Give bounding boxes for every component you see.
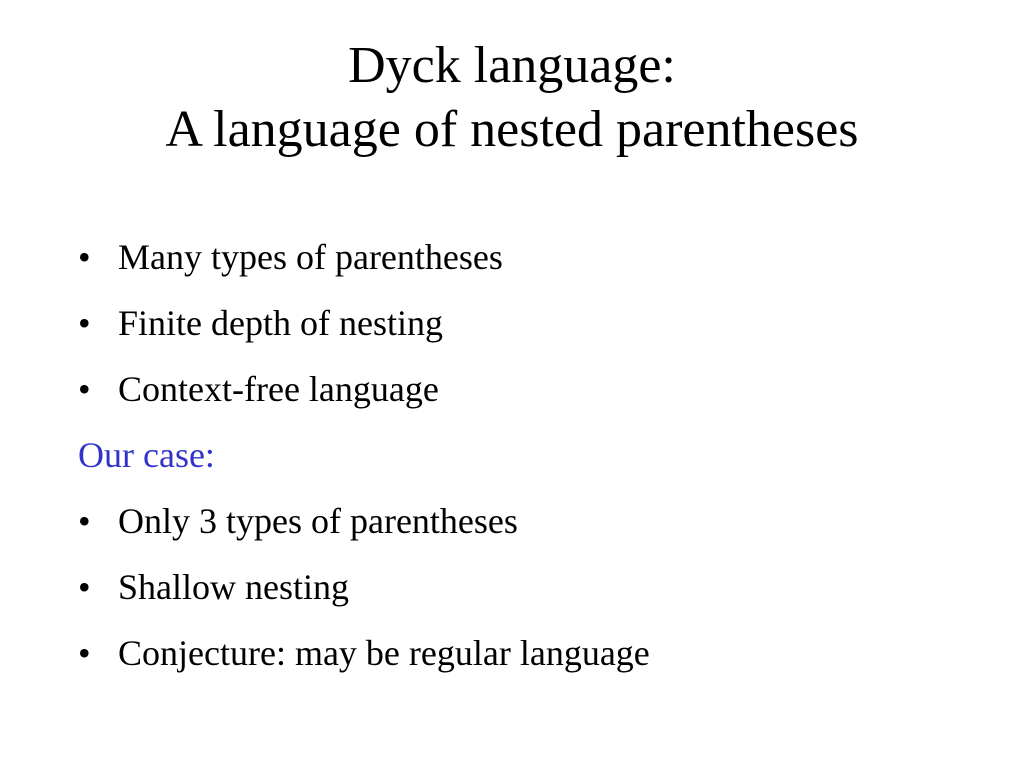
list-item-text: Shallow nesting bbox=[118, 567, 349, 607]
bullet-icon: • bbox=[78, 567, 91, 607]
bullet-icon: • bbox=[78, 369, 91, 409]
list-item bbox=[78, 629, 978, 695]
list-item-text: Context-free language bbox=[118, 369, 439, 409]
section-heading-text: Our case: bbox=[78, 435, 215, 475]
list-item bbox=[78, 497, 978, 563]
slide-title bbox=[0, 34, 1024, 162]
list-item-text: Conjecture: may be regular language bbox=[118, 633, 650, 673]
title-line-2: A language of nested parentheses bbox=[165, 101, 859, 158]
bullet-icon: • bbox=[78, 633, 91, 673]
list-item bbox=[78, 365, 978, 431]
bullet-list bbox=[78, 233, 978, 695]
bullet-icon: • bbox=[78, 303, 91, 343]
list-item-text: Only 3 types of parentheses bbox=[118, 501, 518, 541]
list-item-text: Finite depth of nesting bbox=[118, 303, 443, 343]
list-item-text: Many types of parentheses bbox=[118, 237, 503, 277]
list-item bbox=[78, 563, 978, 629]
title-line-1: Dyck language: bbox=[348, 37, 676, 94]
list-item bbox=[78, 233, 978, 299]
bullet-icon: • bbox=[78, 501, 91, 541]
list-item bbox=[78, 299, 978, 365]
section-heading bbox=[78, 431, 978, 497]
bullet-icon: • bbox=[78, 237, 91, 277]
